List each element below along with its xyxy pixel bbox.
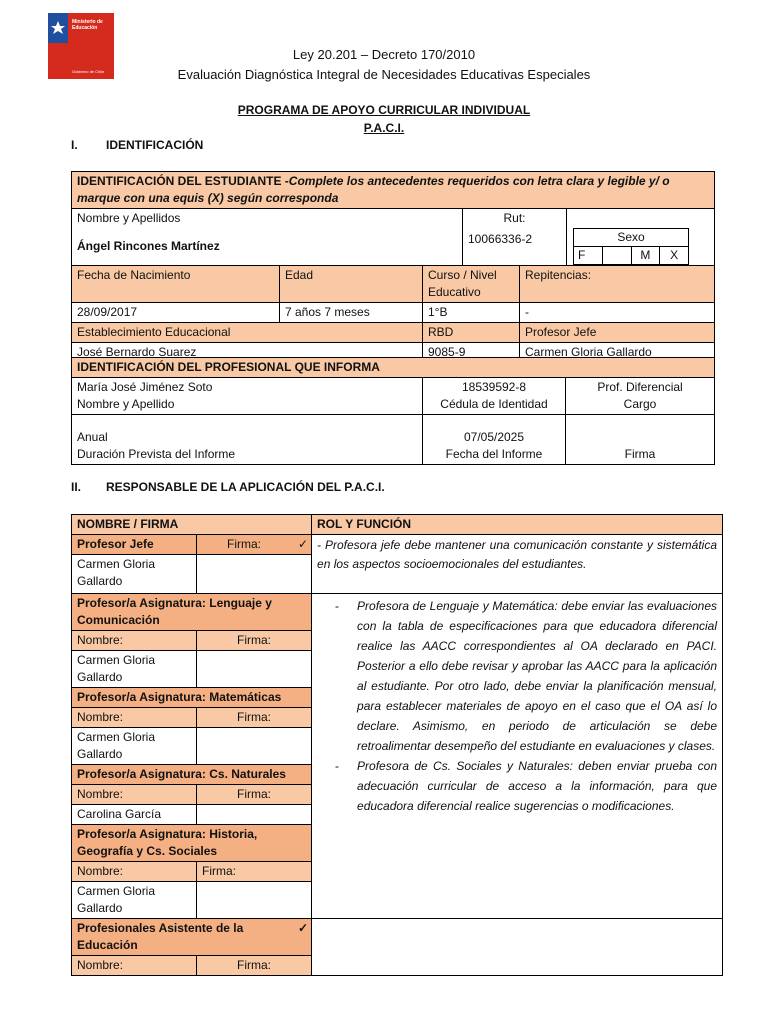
- course-label: Curso / Nivel Educativo: [423, 266, 520, 303]
- repitencias-value: -: [520, 303, 715, 323]
- document-subtitle: P.A.C.I.: [363, 121, 405, 135]
- jefe-check-icon: ✓: [297, 537, 309, 551]
- professional-id-value: 18539592-8: [461, 380, 527, 394]
- professional-name-cell: [72, 378, 423, 415]
- sex-option-m-mark[interactable]: X: [660, 247, 689, 265]
- student-sex-cell: [567, 209, 715, 266]
- professional-id-label: Cédula de Identidad: [440, 397, 548, 411]
- student-rut-cell: [463, 209, 567, 266]
- student-header-instructions: Complete los antecedentes requeridos con letra clara y legible y/ o marque con una equis (X) según corresponda: [77, 174, 670, 205]
- hist-firma-label: Firma:: [197, 862, 312, 882]
- cs-label: Profesor/a Asignatura: Cs. Naturales: [72, 765, 312, 785]
- asist-role-cell: [312, 919, 723, 976]
- rbd-label: RBD: [423, 323, 520, 343]
- sex-option-f[interactable]: F: [574, 247, 603, 265]
- head-teacher-value: Carmen Gloria Gallardo: [520, 343, 715, 363]
- lenguaje-firma-label: Firma:: [197, 631, 312, 651]
- jefe-firma-label: Firma:: [227, 537, 261, 551]
- professional-header: IDENTIFICACIÓN DEL PROFESIONAL QUE INFORMA: [72, 358, 715, 378]
- jefe-name: Carmen Gloria Gallardo: [72, 555, 197, 594]
- head-teacher-label: Profesor Jefe: [520, 323, 715, 343]
- age-value: 7 años 7 meses: [280, 303, 423, 323]
- role-bullet-ciencias: - Profesora de Cs. Sociales y Naturales: deben enviar prueba con adecuación curricular de acceso a la información, para que educadora diferencial realice sugerencias o modificaciones.: [357, 756, 717, 816]
- duration-cell: [72, 415, 423, 465]
- dob-value: 28/09/2017: [72, 303, 280, 323]
- school-label: Establecimiento Educacional: [72, 323, 423, 343]
- age-label: Edad: [280, 266, 423, 303]
- asist-firma-label: Firma:: [197, 956, 312, 976]
- jefe-label: Profesor Jefe: [72, 535, 197, 555]
- student-header-bold: IDENTIFICACIÓN DEL ESTUDIANTE -: [77, 174, 289, 188]
- role-bullet-lenguaje-matematica: - Profesora de Lenguaje y Matemática: debe enviar las evaluaciones con la tabla de especificaciones para que educadora diferencial realice las AACC correspondientes al OA declarado en PACI. Posterior a ello debe revisar y aprobar las AACC para la aplicación al estudiante. Por otro lado, debe enviar la planificación mensual, para establecer materiales de apoyo en el caso que el OA así lo declare. Asimismo, en periodo de articulación se debe retroalimentar desempeño del estudiante en evaluaciones y clases.: [357, 596, 717, 756]
- professional-name-value: María José Jiménez Soto: [77, 380, 213, 394]
- professional-role-cell: [566, 378, 715, 415]
- mate-label: Profesor/a Asignatura: Matemáticas: [72, 688, 312, 708]
- professional-name-label: Nombre y Apellido: [77, 397, 175, 411]
- section-2-number: II.: [71, 480, 82, 494]
- student-rut-value: 10066336-2: [468, 232, 533, 246]
- professional-role-value: Prof. Diferencial: [597, 380, 683, 394]
- professional-identification-table: [71, 357, 715, 465]
- student-name-cell: [72, 209, 463, 266]
- mate-nombre-label: Nombre:: [72, 708, 197, 728]
- dob-label: Fecha de Nacimiento: [72, 266, 280, 303]
- document-title: PROGRAMA DE APOYO CURRICULAR INDIVIDUAL: [237, 103, 531, 117]
- professional-id-cell: [423, 378, 566, 415]
- lenguaje-nombre-label: Nombre:: [72, 631, 197, 651]
- logo-line2: Educación: [72, 25, 98, 31]
- lenguaje-signature-box[interactable]: [197, 651, 312, 688]
- student-header: [72, 172, 715, 209]
- hist-signature-box[interactable]: [197, 882, 312, 919]
- logo-line3: Gobierno de Chile: [72, 69, 105, 74]
- asist-check-icon: ✓: [297, 921, 309, 935]
- student-identification-table: [71, 171, 715, 363]
- jefe-signature-box[interactable]: [197, 555, 312, 594]
- report-date-label: Fecha del Informe: [445, 447, 543, 461]
- col-nombre-firma: NOMBRE / FIRMA: [72, 515, 312, 535]
- school-value: José Bernardo Suarez: [72, 343, 423, 363]
- hist-label: Profesor/a Asignatura: Historia, Geografía y Cs. Sociales: [72, 825, 312, 862]
- teachers-role-cell: [312, 594, 723, 919]
- student-name-value: Ángel Rincones Martínez: [77, 239, 220, 253]
- student-rut-label: Rut:: [503, 211, 526, 225]
- duration-label: Duración Prevista del Informe: [77, 447, 236, 461]
- course-value: 1°B: [423, 303, 520, 323]
- cs-nombre-label: Nombre:: [72, 785, 197, 805]
- cs-signature-box[interactable]: [197, 805, 312, 825]
- lenguaje-name: Carmen Gloria Gallardo: [72, 651, 197, 688]
- cs-name: Carolina García: [72, 805, 197, 825]
- repitencias-label: Repitencias:: [520, 266, 715, 303]
- professional-role-label: Cargo: [623, 397, 657, 411]
- hist-nombre-label: Nombre:: [72, 862, 197, 882]
- lenguaje-label: Profesor/a Asignatura: Lenguaje y Comunicación: [72, 594, 312, 631]
- responsables-table: [71, 514, 723, 976]
- signature-label: Firma: [624, 447, 656, 461]
- section-2-title: RESPONSABLE DE LA APLICACIÓN DEL P.A.C.I.: [106, 480, 385, 494]
- section-1-number: I.: [71, 138, 78, 152]
- rbd-value: 9085-9: [423, 343, 520, 363]
- mate-name: Carmen Gloria Gallardo: [72, 728, 197, 765]
- report-date-cell: [423, 415, 566, 465]
- duration-value: Anual: [77, 430, 108, 444]
- student-name-label: Nombre y Apellidos: [77, 211, 181, 225]
- sex-label: Sexo: [574, 229, 689, 247]
- sex-selector: [573, 228, 689, 265]
- asist-nombre-label: Nombre:: [72, 956, 197, 976]
- hist-name: Carmen Gloria Gallardo: [72, 882, 197, 919]
- teachers-role-list: [317, 596, 717, 816]
- section-1-title: IDENTIFICACIÓN: [106, 138, 204, 152]
- mate-firma-label: Firma:: [197, 708, 312, 728]
- asist-label-cell: [72, 919, 312, 956]
- header-evaluation-line: Evaluación Diagnóstica Integral de Necesidades Educativas Especiales: [177, 67, 591, 82]
- jefe-role-text: - Profesora jefe debe mantener una comunicación constante y sistemática en los aspectos socioemocionales del estudiantes.: [312, 535, 723, 594]
- col-rol-funcion: ROL Y FUNCIÓN: [312, 515, 723, 535]
- header-law-line: Ley 20.201 – Decreto 170/2010: [292, 47, 476, 62]
- mate-signature-box[interactable]: [197, 728, 312, 765]
- logo-line1: Ministerio de: [72, 19, 103, 25]
- sex-option-f-mark[interactable]: [602, 247, 631, 265]
- sex-option-m[interactable]: M: [631, 247, 660, 265]
- cs-firma-label: Firma:: [197, 785, 312, 805]
- report-date-value: 07/05/2025: [463, 430, 525, 444]
- jefe-firma[interactable]: [197, 535, 312, 555]
- signature-cell[interactable]: [566, 415, 715, 465]
- asist-label: Profesionales Asistente de la Educación: [77, 921, 244, 952]
